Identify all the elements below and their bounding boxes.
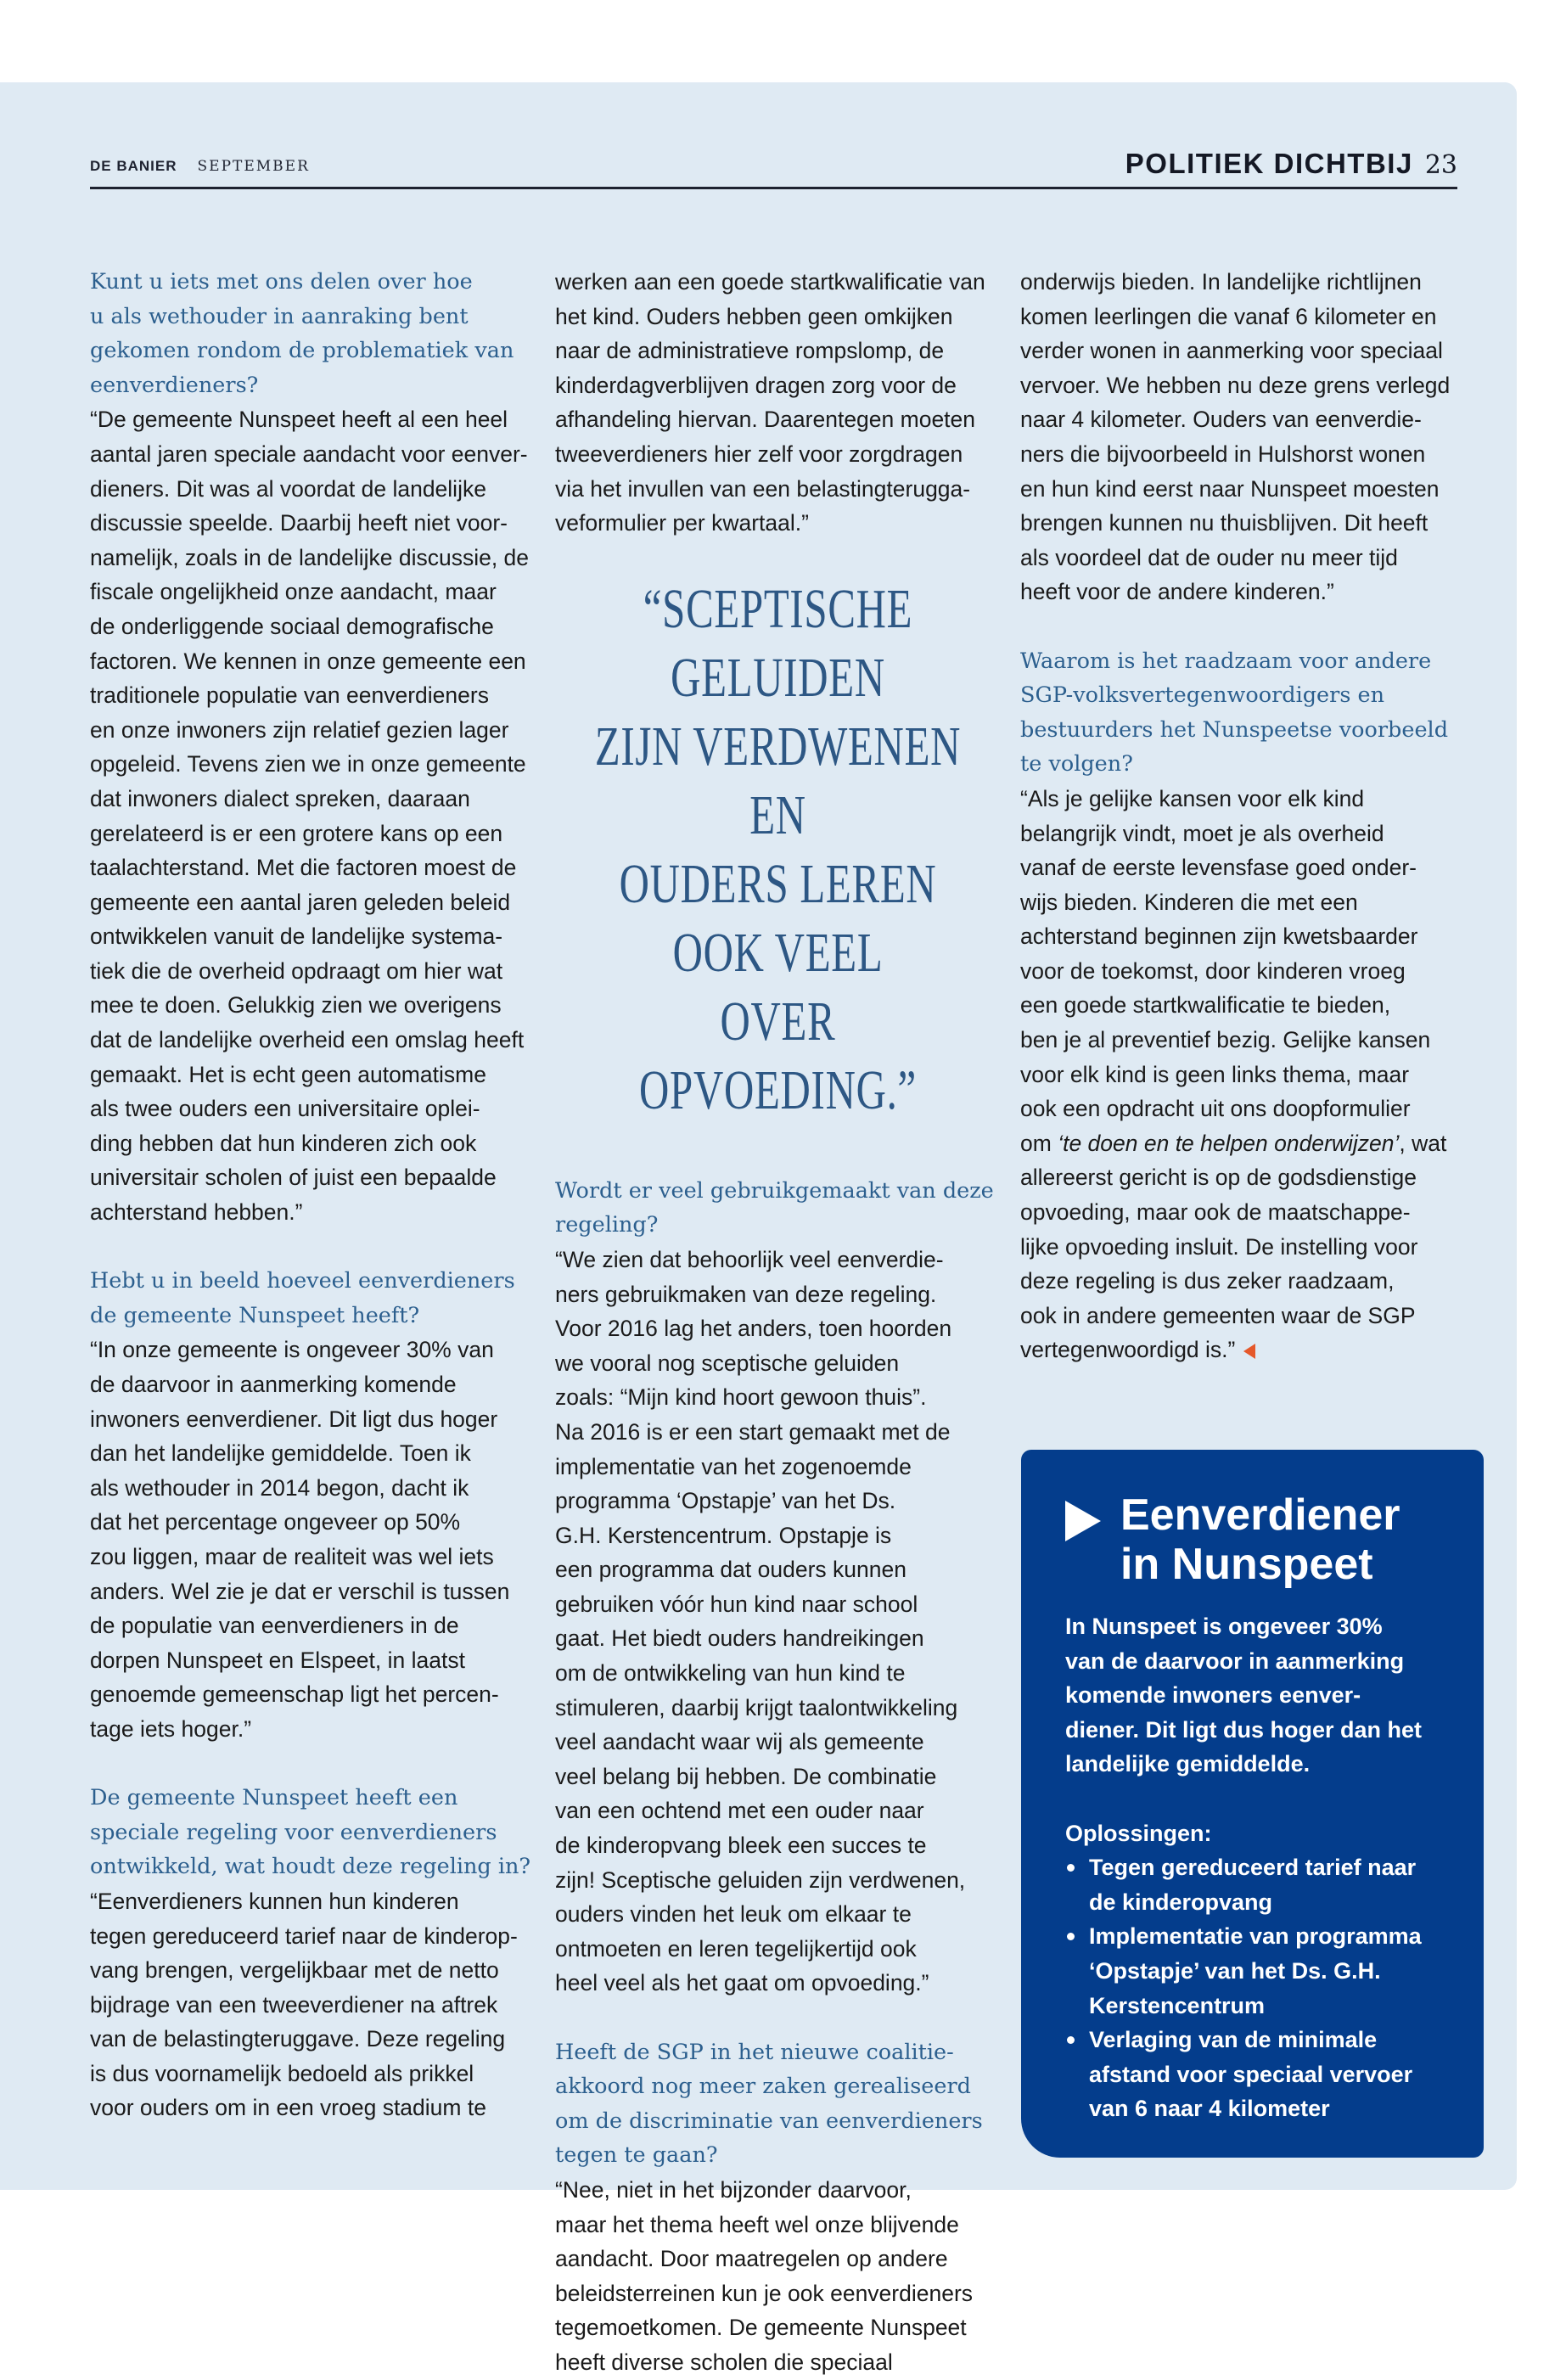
issue-month: SEPTEMBER bbox=[197, 158, 310, 175]
answer-1: “De gemeente Nunspeet heeft al een heel aantal jaren speciale aandacht voor eenver- dieners. Dit was al voordat de landelijke discussie speelde. Daarbij heeft niet voor- namelijk, zoals in de landelijke discussie, de fiscale ongelijkheid onze aandacht, maar de onderliggende sociaal demografische factoren. We kennen in onze gemeente een traditionele populatie van eenverdieners en onze inwoners zijn relatief gezien lager opgeleid. Tevens zien we in onze gemeente dat inwoners dialect spreken, daaraan gerelateerd is er een grotere kans op een taalachterstand. Met die factoren moest de gemeente een aantal jaren geleden beleid ontwikkelen vanuit de landelijke systema- tiek die de overheid opdraagt om hier wat mee te doen. Gelukkig zien we overigens dat de landelijke overheid een omslag heeft gemaakt. Het is echt geen automatisme als twee ouders een universitaire oplei- ding hebben dat hun kinderen zich ook universitair scholen of juist een bepaalde achterstand hebben.” bbox=[90, 407, 530, 1226]
page-header bbox=[90, 144, 1457, 189]
bullet-icon bbox=[1067, 1933, 1075, 1940]
answer-5-continued: onderwijs bieden. In landelijke richtlijnen komen leerlingen die vanaf 6 kilometer en verder wonen in aanmerking voor speciaal vervoer. We hebben nu deze grens verlegd naar 4 kilometer. Ouders van eenverdie- ners die bijvoorbeeld in Hulshorst wonen en hun kind eerst naar Nunspeet moesten brengen kunnen nu thuisblijven. Dit heeft als voordeel dat de ouder nu meer tijd heeft voor de andere kinderen.” bbox=[1020, 269, 1451, 605]
bullet-icon bbox=[1067, 1864, 1075, 1872]
info-box-header bbox=[1065, 1490, 1456, 1589]
answer-3: “Eenverdieners kunnen hun kinderen tegen gereduceerd tarief naar de kinderop- vang brengen, vergelijkbaar met de netto bijdrage van een tweeverdiener na aftrek van de belastingteruggave. Deze regeling is dus voornamelijk bedoeld als prikkel voor ouders om in een vroeg stadium te bbox=[90, 1888, 518, 2121]
header-left bbox=[90, 158, 310, 175]
solutions-label: Oplossingen: bbox=[1065, 1820, 1212, 1846]
question-5: Heeft de SGP in het nieuwe coalitie- akkoord nog meer zaken gerealiseerd om de discriminatie van eenverdieners tegen te gaan? bbox=[555, 2039, 983, 2169]
question-6: Waarom is het raadzaam voor andere SGP-volksvertegenwoordigers en bestuurders het Nunspeetse voorbeeld te volgen? bbox=[1020, 648, 1449, 777]
solution-item: Verlaging van de minimale afstand voor speciaal vervoer van 6 naar 4 kilometer bbox=[1065, 2023, 1464, 2126]
bullet-icon bbox=[1067, 2036, 1075, 2044]
magazine-name: DE BANIER bbox=[90, 158, 177, 174]
answer-6-part-1: “Als je gelijke kansen voor elk kind belangrijk vindt, moet je als overheid vanaf de eerste levensfase goed onder- wijs bieden. Kinderen die met een achterstand beginnen zijn kwetsbaarder voor de toekomst, door kinderen vroeg een goede startkwalificatie te bieden, ben je al preventief bezig. Gelijke kansen voor elk kind is geen links thema, maar ook een opdracht uit ons doopformulier om bbox=[1020, 785, 1431, 1156]
section-title: POLITIEK DICHTBIJ bbox=[1125, 148, 1413, 179]
solution-item: Implementatie van programma ‘Opstapje’ van het Ds. G.H. Kerstencentrum bbox=[1065, 1919, 1464, 2023]
solution-item: Tegen gereduceerd tarief naar de kinderopvang bbox=[1065, 1850, 1464, 1919]
play-arrow-icon bbox=[1065, 1501, 1101, 1541]
page-number: 23 bbox=[1424, 150, 1457, 180]
answer-6 bbox=[1020, 782, 1470, 1367]
info-box-title: Eenverdiener in Nunspeet bbox=[1120, 1490, 1400, 1589]
question-2: Hebt u in beeld hoeveel eenverdieners de gemeente Nunspeet heeft? bbox=[90, 1268, 515, 1328]
answer-2: “In onze gemeente is ongeveer 30% van de daarvoor in aanmerking komende inwoners eenverdiener. Dit ligt dus hoger dan het landelijke gemiddelde. Toen ik als wethouder in 2014 begon, dacht ik dat het percentage ongeveer op 50% zou liggen, maar de realiteit was wel iets anders. Wel zie je dat er verschil is tussen de populatie van eenverdieners in de dorpen Nunspeet en Elspeet, in laatst genoemde gemeenschap ligt het percen- tage iets hoger.” bbox=[90, 1337, 510, 1742]
header-right bbox=[1125, 148, 1457, 180]
answer-6-part-2: , wat allereerst gericht is op de godsdienstige opvoeding, maar ook de maatschappe- lijke opvoeding insluit. De instelling voor deze regeling is dus zeker raadzaam, ook in andere gemeenten waar de SGP vertegenwoordigd is.” bbox=[1020, 1130, 1447, 1363]
answer-5: “Nee, niet in het bijzonder daarvoor, maar het thema heeft wel onze blijvende aandacht. Door maatregelen op andere beleidsterreinen kun je ook eenverdieners tegemoetkomen. De gemeente Nunspeet heeft diverse scholen die speciaal bbox=[555, 2176, 974, 2375]
column-2 bbox=[555, 265, 1001, 2380]
pull-quote: “SCEPTISCHE GELUIDEN ZIJN VERDWENEN EN OUDERS LEREN OOK VEEL OVER OPVOEDING.” bbox=[594, 577, 962, 1121]
info-box-body bbox=[1065, 1609, 1464, 2126]
question-3: De gemeente Nunspeet heeft een speciale regeling voor eenverdieners ontwikkeld, wat houdt deze regeling in? bbox=[90, 1785, 531, 1880]
info-box bbox=[1021, 1450, 1484, 2158]
article-end-marker-icon bbox=[1243, 1344, 1255, 1359]
question-4: Wordt er veel gebruikgemaakt van deze regeling? bbox=[555, 1177, 994, 1238]
question-1: Kunt u iets met ons delen over hoe u als wethouder in aanraking bent gekomen rondom de problematiek van eenverdieners? bbox=[90, 269, 514, 398]
answer-4: “We zien dat behoorlijk veel eenverdie- ners gebruikmaken van deze regeling. Voor 2016 lag het anders, toen hoorden we vooral nog sceptische geluiden zoals: “Mijn kind hoort gewoon thuis”. Na 2016 is er een start gemaakt met de implementatie van het zogenoemde programma ‘Opstapje’ van het Ds. G.H. Kerstencentrum. Opstapje is een programma dat ouders kunnen gebruiken vóór hun kind naar school gaat. Het biedt ouders handreikingen om de ontwikkeling van hun kind te stimuleren, daarbij krijgt taalontwikkeling veel aandacht waar wij als gemeente veel belang bij hebben. De combinatie van een ochtend met een ouder naar de kinderopvang bleek een succes te zijn! Sceptische geluiden zijn verdwenen, ouders vinden het leuk om elkaar te ontmoeten en leren tegelijkertijd ook heel veel als het gaat om opvoeding.” bbox=[555, 1246, 966, 1996]
answer-6-italic-quote: ‘te doen en te helpen onderwijzen’ bbox=[1058, 1130, 1400, 1156]
answer-3-continued: werken aan een goede startkwalificatie van het kind. Ouders hebben geen omkijken naar de administratieve rompslomp, de kinderdagverblijven dragen zorg voor de afhandeling hiervan. Daarentegen moeten tweeverdieners hier zelf voor zorgdragen via het invullen van een belastingterugga- veformulier per kwartaal.” bbox=[555, 269, 985, 536]
info-box-intro: In Nunspeet is ongeveer 30% van de daarvoor in aanmerking komende inwoners eenver- diener. Dit ligt dus hoger dan het landelijke gemiddelde. bbox=[1065, 1614, 1423, 1777]
column-1 bbox=[90, 265, 531, 2125]
column-3 bbox=[1020, 265, 1470, 1367]
solutions-list bbox=[1065, 1850, 1464, 2126]
